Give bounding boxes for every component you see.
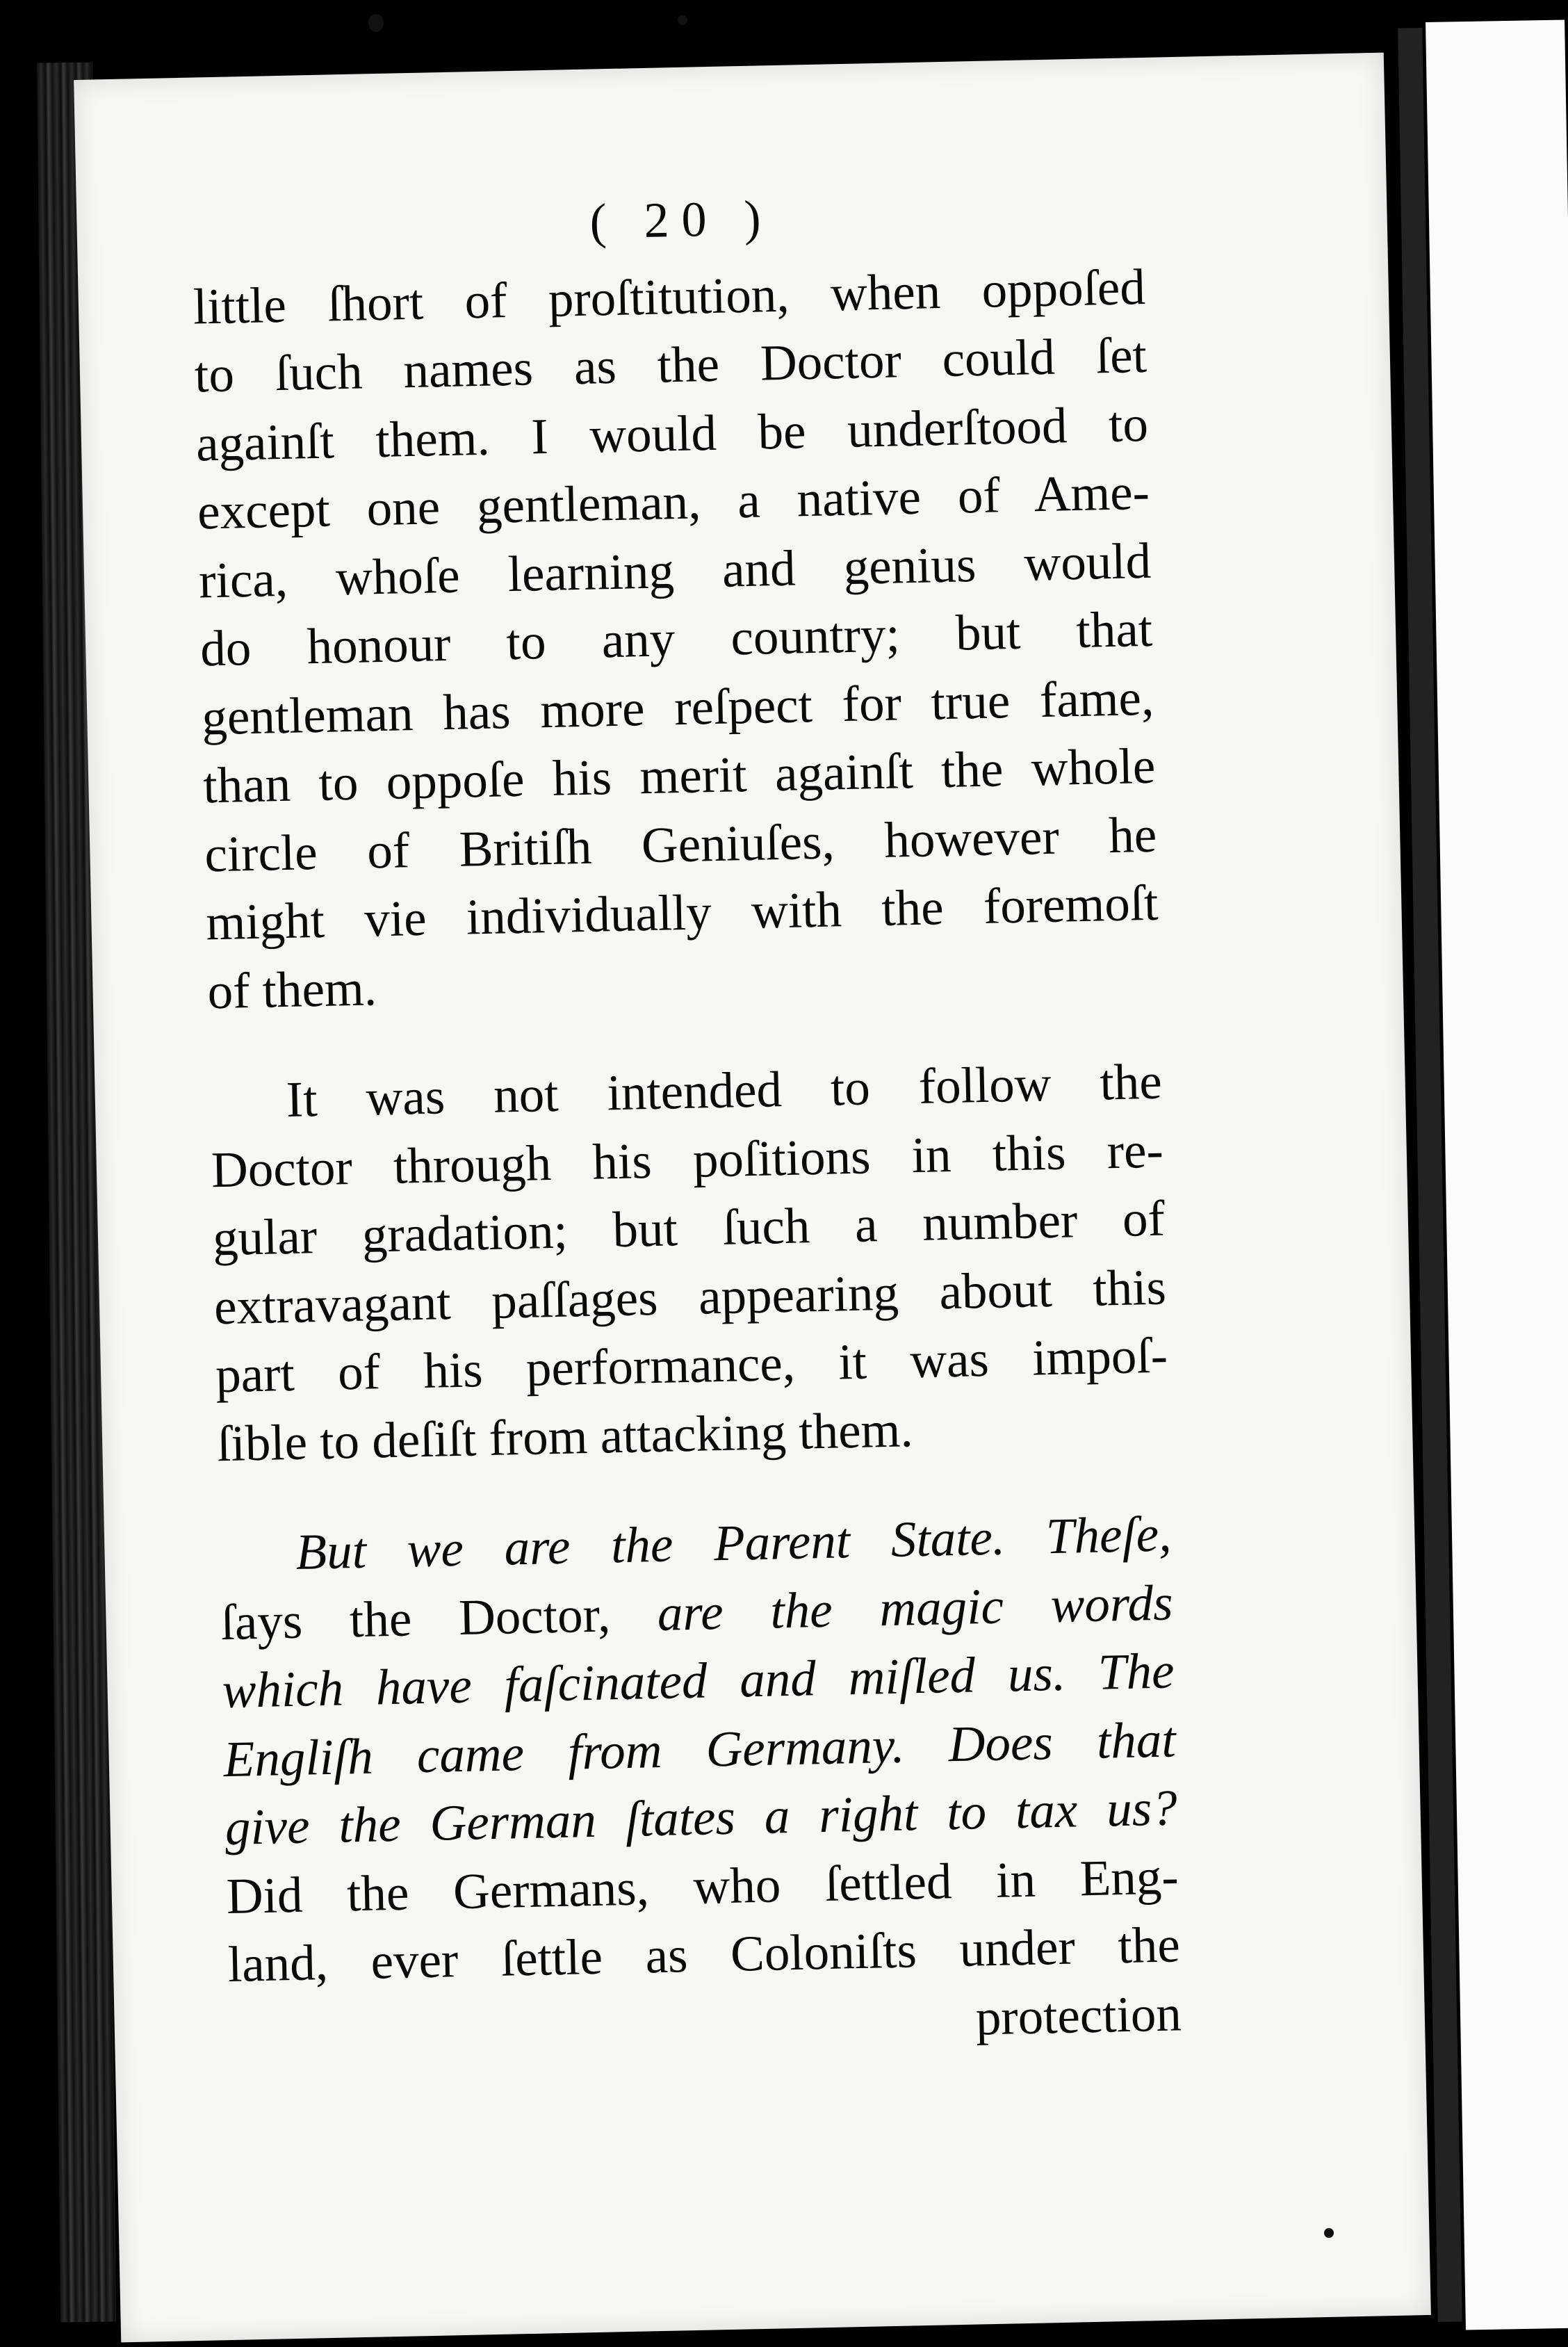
italic-phrase: Does that [947, 1710, 1177, 1772]
page-number: ( 20 ) [589, 190, 774, 250]
text-line: do honour to any country; but that [199, 600, 1153, 677]
paragraph-1 [193, 252, 1160, 1025]
text-line: gular gradation; but ſuch a number of [212, 1189, 1166, 1267]
text-line: gentleman has more reſpect for true fame, [201, 669, 1154, 745]
italic-phrase: Engliſh came from Germany. [222, 1716, 906, 1787]
text-line: againſt them. I would be underſtood to [195, 395, 1149, 472]
text-line: circle of Britiſh Geniuſes, however he [204, 806, 1158, 882]
text-line: might vie individually with the foremoſt [205, 874, 1159, 951]
paragraph-3 [219, 1500, 1182, 2068]
text-line: little ſhort of proſtitution, when oppoſed [193, 258, 1146, 335]
text-line: land, ever ſettle as Coloniſts under the [227, 1916, 1181, 1993]
scan-speck [368, 14, 384, 32]
text-line: to ſuch names as the Doctor could ſet [194, 326, 1148, 403]
italic-phrase: But we are the Parent State. [295, 1509, 1006, 1580]
scan-speck [678, 15, 687, 25]
text-line: than to oppoſe his merit againſt the whole [202, 737, 1156, 814]
text-line: give the German ſtates a right to tax us? [224, 1779, 1178, 1856]
text-line: ſible to deſiſt from attacking them. [216, 1400, 914, 1472]
italic-phrase: are the magic words [657, 1573, 1174, 1641]
text-line: extravagant paſſages appearing about this [213, 1258, 1167, 1335]
italic-phrase: The [1097, 1642, 1175, 1700]
italic-phrase: Theſe, [1045, 1505, 1173, 1565]
paragraph-2 [209, 1048, 1170, 1479]
text-line: rica, whoſe learning and genius would [198, 532, 1152, 608]
catchword: protection [974, 1984, 1182, 2046]
text-line: Did the Germans, who ſettled in Eng- [226, 1847, 1179, 1924]
text-line: of them. [206, 959, 377, 1019]
text-line: It was not intended to follow the [286, 1053, 1163, 1128]
roman-phrase: ſays the Doctor, [220, 1585, 611, 1650]
book-page [74, 53, 1431, 2343]
page-text [191, 176, 1182, 2068]
text-line: part of his performance, it was impoſ- [215, 1326, 1168, 1404]
text-line: Doctor through his poſitions in this re- [211, 1121, 1164, 1198]
scan-speck [1324, 2228, 1334, 2238]
text-line: except one gentleman, a native of Ame- [197, 463, 1150, 540]
italic-phrase: which have faſcinated and miſled us. [221, 1644, 1066, 1719]
